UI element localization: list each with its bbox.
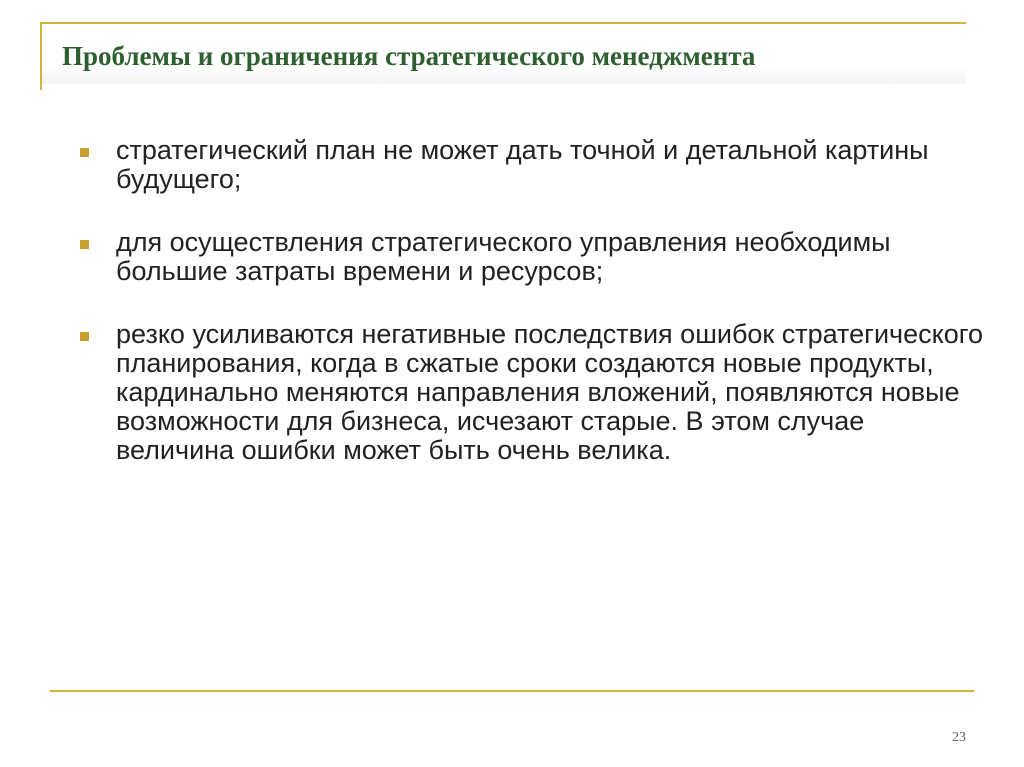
bullet-text: стратегический план не может дать точной и детальной картины будущего; xyxy=(116,135,929,194)
square-bullet-icon xyxy=(80,148,89,157)
title-top-divider xyxy=(40,22,966,24)
square-bullet-icon xyxy=(80,240,89,249)
bullet-item xyxy=(78,136,988,194)
bullet-item xyxy=(78,228,988,286)
slide-title: Проблемы и ограничения стратегического менеджмента xyxy=(62,41,756,71)
bullet-list xyxy=(78,136,988,499)
title-left-divider xyxy=(40,22,42,90)
bullet-text: для осуществления стратегического управления необходимы большие затраты времени и ресурсов; xyxy=(116,227,891,286)
page-number: 23 xyxy=(952,730,966,745)
footer-divider xyxy=(50,690,974,692)
bullet-text: резко усиливаются негативные последствия ошибок стратегического планирования, когда в сжатые сроки создаются новые продукты, кардинально меняются направления вложений, появляются новые возможности для бизнеса, исчезают старые. В этом случае величина ошибки может быть очень велика. xyxy=(116,319,984,465)
bullet-item xyxy=(78,320,988,465)
square-bullet-icon xyxy=(80,332,89,341)
